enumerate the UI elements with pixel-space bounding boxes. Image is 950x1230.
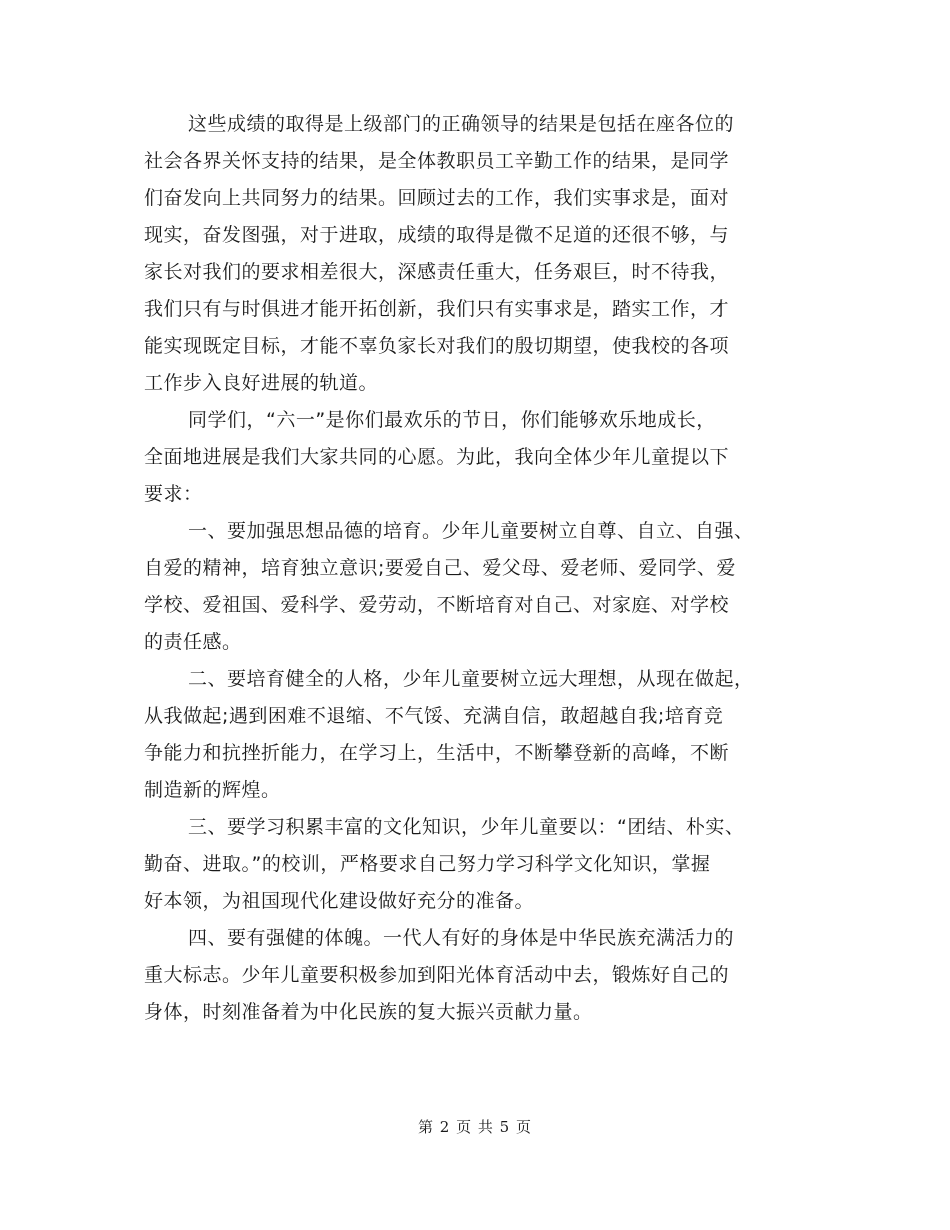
body-line: 社会各界关怀支持的结果，是全体教职员工辛勤工作的结果，是同学	[144, 150, 730, 172]
body-line: 家长对我们的要求相差很大，深感责任重大，任务艰巨，时不待我，	[144, 261, 730, 283]
body-line: 我们只有与时俱进才能开拓创新，我们只有实事求是，踏实工作，才	[144, 298, 730, 320]
body-line: 同学们，“六一”是你们最欢乐的节日，你们能够欢乐地成长，	[188, 409, 716, 431]
body-line: 学校、爱祖国、爱科学、爱劳动，不断培育对自己、对家庭、对学校	[144, 594, 730, 616]
body-line: 三、要学习积累丰富的文化知识，少年儿童要以：“团结、朴实、	[188, 816, 745, 838]
body-line: 好本领，为祖国现代化建设做好充分的准备。	[144, 890, 535, 912]
body-line: 从我做起;遇到困难不退缩、不气馁、充满自信，敢超越自我;培育竞	[144, 705, 724, 727]
body-line: 重大标志。少年儿童要积极参加到阳光体育活动中去，锻炼好自己的	[144, 964, 730, 986]
document-body	[144, 106, 814, 1031]
body-line: 四、要有强健的体魄。一代人有好的身体是中华民族充满活力的	[188, 927, 735, 949]
body-line: 全面地进展是我们大家共同的心愿。为此，我向全体少年儿童提以下	[144, 446, 730, 468]
body-line: 制造新的辉煌。	[144, 779, 281, 801]
body-line: 能实现既定目标，才能不辜负家长对我们的殷切期望，使我校的各项	[144, 335, 730, 357]
page-number-footer: 第 2 页 共 5 页	[418, 1118, 532, 1136]
body-line: 现实，奋发图强，对于进取，成绩的取得是微不足道的还很不够，与	[144, 224, 730, 246]
body-line: 勤奋、进取。”的校训，严格要求自己努力学习科学文化知识，掌握	[144, 853, 711, 875]
body-line: 要求：	[144, 483, 203, 505]
body-line: 工作步入良好进展的轨道。	[144, 372, 379, 394]
body-line: 一、要加强思想品德的培育。少年儿童要树立自尊、自立、自强、	[188, 520, 754, 542]
body-line: 身体，时刻准备着为中化民族的复大振兴贡献力量。	[144, 1001, 593, 1023]
body-line: 的责任感。	[144, 631, 242, 653]
body-line: 争能力和抗挫折能力，在学习上，生活中，不断攀登新的高峰，不断	[144, 742, 730, 764]
body-line: 自爱的精神，培育独立意识;要爱自己、爱父母、爱老师、爱同学、爱	[144, 557, 736, 579]
body-line: 们奋发向上共同努力的结果。回顾过去的工作，我们实事求是，面对	[144, 187, 730, 209]
body-line: 二、要培育健全的人格，少年儿童要树立远大理想，从现在做起，	[188, 668, 754, 690]
body-line: 这些成绩的取得是上级部门的正确领导的结果是包括在座各位的	[188, 113, 735, 135]
